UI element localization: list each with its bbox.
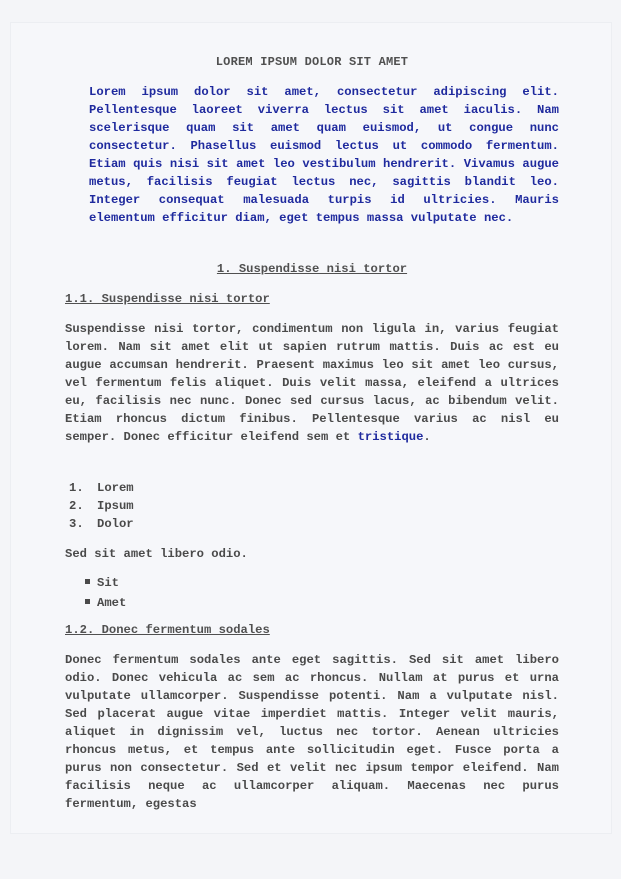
list-item-text: Ipsum bbox=[97, 499, 134, 513]
subsection-heading-1-1: 1.1. Suspendisse nisi tortor bbox=[65, 292, 270, 306]
bullet-item-text: Amet bbox=[97, 596, 127, 610]
bullet-item bbox=[85, 573, 126, 593]
list-item bbox=[69, 515, 134, 533]
list-item-text: Dolor bbox=[97, 517, 134, 531]
document-page bbox=[10, 22, 612, 834]
subsection-heading-1-2: 1.2. Donec fermentum sodales bbox=[65, 623, 270, 637]
bullet-list bbox=[85, 573, 126, 613]
list-number: 3. bbox=[69, 517, 84, 531]
bullet-icon bbox=[85, 579, 90, 584]
bullet-item-text: Sit bbox=[97, 576, 119, 590]
ordered-list bbox=[69, 479, 134, 533]
paragraph-1-1-text: Suspendisse nisi tortor, condimentum non ligula in, varius feugiat lorem. Nam sit amet elit ut sapien rutrum mattis. Duis ac est eu augue accumsan hendrerit. Praesent maximus leo sit amet leo cursus, vel fermentum felis aliquet. Duis velit massa, eleifend a ultrices eu, facilisis nec nunc. Donec sed cursus lacus, ac bibendum velit. Etiam rhoncus dictum finibus. Pellentesque varius ac nisl eu semper. Donec efficitur eleifend sem et bbox=[65, 322, 559, 444]
list-number: 2. bbox=[69, 499, 84, 513]
document-title: LOREM IPSUM DOLOR SIT AMET bbox=[215, 55, 409, 69]
list-item bbox=[69, 479, 134, 497]
list-item-text: Lorem bbox=[97, 481, 134, 495]
paragraph-1-2: Donec fermentum sodales ante eget sagittis. Sed sit amet libero odio. Donec vehicula ac sem ac rhoncus. Nullam at purus et urna vulputate ullamcorper. Suspendisse potenti. Nam a vulputate nisl. Sed placerat augue vitae imperdiet mattis. Integer velit mauris, aliquet in dignissim vel, luctus nec tortor. Aenean ultricies rhoncus metus, et tempus ante sollicitudin eget. Fusce porta a purus non consectetur. Sed et velit nec ipsum tempor eleifend. Nam facilisis neque ac ullamcorper aliquam. Maecenas nec purus fermentum, egestas bbox=[65, 653, 559, 811]
bullet-icon bbox=[85, 599, 90, 604]
paragraph-1-1-trailing: . bbox=[423, 430, 431, 444]
abstract: Lorem ipsum dolor sit amet, consectetur adipiscing elit. Pellentesque laoreet viverra lectus sit amet iaculis. Nam scelerisque quam sit amet quam euismod, ut congue nunc consectetur. Phasellus euismod lectus ut commodo fermentum. Etiam quis nisi sit amet leo vestibulum hendrerit. Vivamus augue metus, facilisis feugiat lectus nec, sagittis blandit leo. Integer consequat malesuada turpis id ultricies. Mauris elementum efficitur diam, eget tempus massa vulputate nec. bbox=[89, 85, 559, 225]
paragraph-1-1 bbox=[65, 320, 559, 446]
list-item bbox=[69, 497, 134, 515]
section-heading: 1. Suspendisse nisi tortor bbox=[216, 262, 408, 276]
tristique-link[interactable]: tristique bbox=[357, 430, 424, 444]
bullet-item bbox=[85, 593, 126, 613]
list-number: 1. bbox=[69, 481, 84, 495]
intro-line: Sed sit amet libero odio. bbox=[65, 547, 248, 561]
